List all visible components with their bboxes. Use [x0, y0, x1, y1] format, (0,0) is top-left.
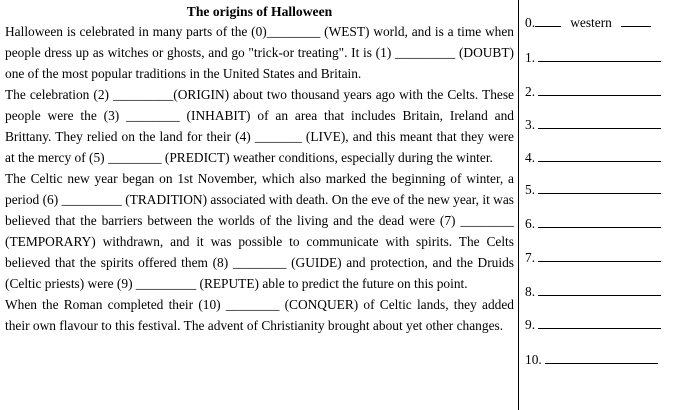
answer-number: 7.	[525, 250, 536, 265]
answer-line[interactable]	[525, 180, 661, 198]
answer-number: 9.	[525, 317, 536, 332]
answer-blank[interactable]	[538, 82, 661, 96]
answer-line[interactable]	[525, 282, 661, 300]
answer-blank[interactable]	[538, 48, 661, 62]
answer-column	[525, 0, 671, 410]
answer-number: 8.	[525, 284, 536, 299]
paragraph-roman: When the Roman completed their (10) ________ (CONQUER) of Celtic lands, they added their own flavour to this festival. The advent of Christianity brought about yet other changes.	[5, 297, 514, 333]
answer-line[interactable]	[525, 48, 661, 66]
answer-blank[interactable]	[538, 148, 661, 162]
answer-line[interactable]	[525, 82, 661, 100]
answer-number: 2.	[525, 84, 536, 99]
answer-blank[interactable]	[538, 315, 661, 329]
answer-number: 10.	[525, 352, 542, 367]
answer-number: 3.	[525, 117, 536, 132]
answer-blank	[535, 13, 561, 27]
paragraph-celtic-new-year: The Celtic new year began on 1st November, which also marked the beginning of winter, a period (6) _________ (TRADITION) associated with death. On the eve of the new year, it was believed that the barriers between the worlds of the living and the dead were (7) ________ (TEMPORARY) withdrawn, and it was possible to communicate with spirits. The Celts believed that the spirits offered them (8) ________ (GUIDE) and protection, and the Druids (Celtic priests) were (9) _________ (REPUTE) able to predict the future on this point.	[5, 171, 514, 291]
answer-line[interactable]	[525, 350, 658, 368]
answer-line[interactable]	[525, 214, 661, 232]
text-column	[5, 3, 514, 336]
answer-blank[interactable]	[538, 214, 661, 228]
answer-line[interactable]	[525, 115, 661, 133]
answer-example-value: western	[570, 15, 612, 30]
paragraph-intro: Halloween is celebrated in many parts of the (0)________ (WEST) world, and is a time when people dress up as witches or ghosts, and go "trick-or treating". It is (1) _________ (DOUBT) one of the most popular traditions in the United States and Britain.	[5, 24, 514, 81]
answer-blank[interactable]	[545, 350, 658, 364]
answer-line[interactable]	[525, 248, 661, 266]
answer-number: 4.	[525, 150, 536, 165]
page-title: The origins of Halloween	[186, 4, 333, 19]
answer-number: 5.	[525, 182, 536, 197]
column-divider	[518, 0, 519, 410]
answer-line[interactable]	[525, 148, 661, 166]
answer-blank	[621, 13, 651, 27]
answer-blank[interactable]	[538, 282, 661, 296]
paragraph-celebration: The celebration (2) _________(ORIGIN) about two thousand years ago with the Celts. These people were the (3) ________ (INHABIT) of an area that includes Britain, Ireland and Brittany. They relied on the land for their (4) _______ (LIVE), and this meant that they were at the mercy of (5) ________ (PREDICT) weather conditions, especially during the winter.	[5, 87, 514, 165]
answer-number: 1.	[525, 50, 536, 65]
answer-line[interactable]	[525, 315, 661, 333]
answer-number: 0.	[525, 15, 536, 30]
answer-number: 6.	[525, 216, 536, 231]
answer-example	[525, 13, 651, 31]
answer-blank[interactable]	[538, 248, 661, 262]
answer-blank[interactable]	[538, 115, 661, 129]
answer-blank[interactable]	[538, 180, 661, 194]
